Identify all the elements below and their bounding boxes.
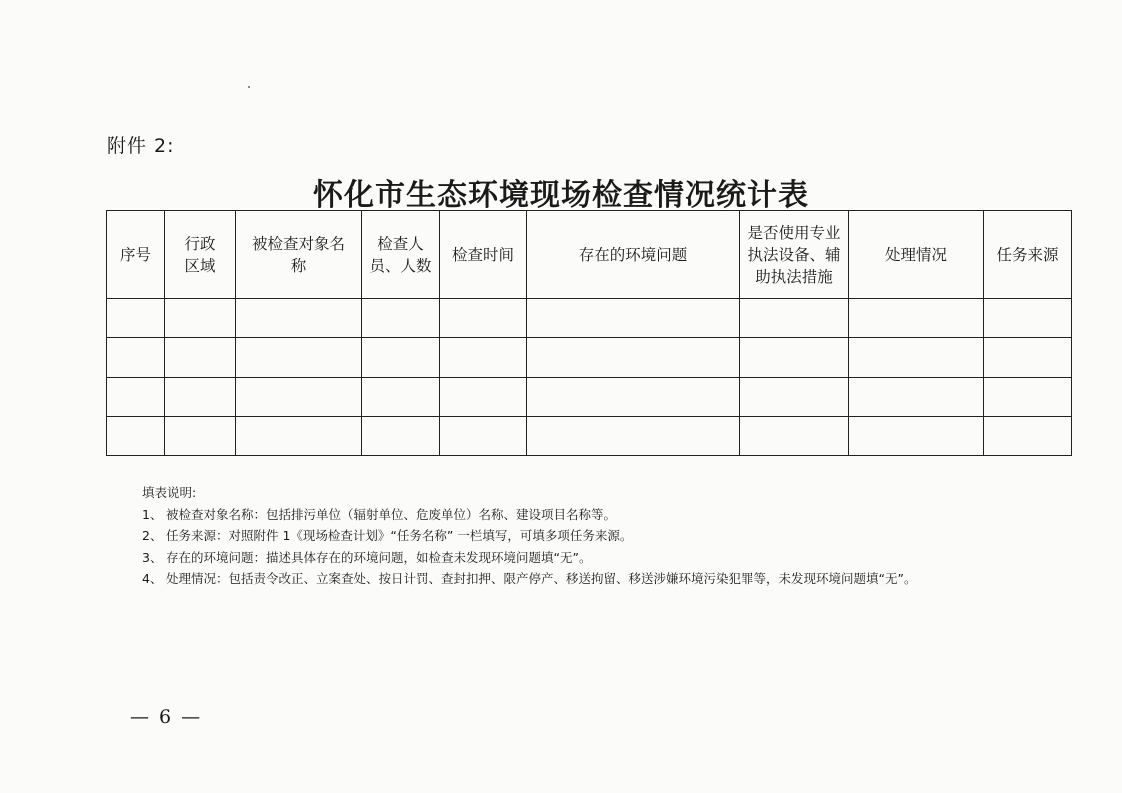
table-cell — [236, 338, 362, 377]
table-cell — [165, 338, 236, 377]
note-number: 3、 — [142, 549, 163, 565]
table-cell — [165, 299, 236, 338]
table-cell — [107, 416, 165, 455]
table-header-row — [107, 211, 1072, 299]
table-cell — [107, 299, 165, 338]
table-cell — [527, 338, 740, 377]
note-item — [142, 547, 916, 569]
table-cell — [440, 377, 527, 416]
table-cell — [362, 416, 440, 455]
table-row — [107, 416, 1072, 455]
table-cell — [984, 299, 1072, 338]
table-cell — [849, 338, 984, 377]
note-text: 被检查对象名称：包括排污单位（辐射单位、危废单位）名称、建设项目名称等。 — [166, 506, 617, 522]
table-cell — [236, 299, 362, 338]
note-item — [142, 504, 916, 526]
fill-instructions — [142, 482, 916, 590]
table-cell — [527, 377, 740, 416]
header-equipment-used: 是否使用专业执法设备、辅助执法措施 — [740, 211, 849, 299]
table-cell — [849, 299, 984, 338]
header-inspection-time: 检查时间 — [440, 211, 527, 299]
note-text: 存在的环境问题：描述具体存在的环境问题，如检查未发现环境问题填“无”。 — [166, 549, 592, 565]
table-cell — [440, 338, 527, 377]
page-title: 怀化市生态环境现场检查情况统计表 — [313, 178, 809, 213]
table-row — [107, 377, 1072, 416]
header-handling: 处理情况 — [849, 211, 984, 299]
header-inspectors: 检查人员、人数 — [362, 211, 440, 299]
note-text: 处理情况：包括责令改正、立案查处、按日计罚、查封扣押、限产停产、移送拘留、移送涉嫌环境污染犯罪等，未发现环境问题填“无”。 — [166, 571, 917, 586]
table-cell — [849, 377, 984, 416]
note-number: 1、 — [142, 506, 163, 522]
notes-heading: 填表说明: — [142, 485, 197, 500]
table-cell — [362, 338, 440, 377]
table-cell — [440, 416, 527, 455]
header-serial-number: 序号 — [107, 211, 165, 299]
note-item — [142, 568, 916, 590]
table-cell — [984, 377, 1072, 416]
note-item — [142, 525, 916, 547]
table-cell — [527, 299, 740, 338]
note-number: 2、 — [142, 528, 163, 543]
table-cell — [740, 416, 849, 455]
table-cell — [740, 338, 849, 377]
header-inspected-object: 被检查对象名称 — [236, 211, 362, 299]
table-body — [107, 299, 1072, 456]
statistics-table — [106, 210, 1072, 456]
table-cell — [362, 377, 440, 416]
note-number: 4、 — [142, 571, 163, 586]
table-cell — [740, 377, 849, 416]
table-row — [107, 338, 1072, 377]
note-text: 任务来源：对照附件 1《现场检查计划》“任务名称” 一栏填写，可填多项任务来源。 — [166, 528, 633, 543]
page-number: — 6 — — [130, 706, 203, 728]
table-cell — [165, 377, 236, 416]
table-cell — [107, 377, 165, 416]
table-cell — [740, 299, 849, 338]
table-cell — [165, 416, 236, 455]
header-environmental-issues: 存在的环境问题 — [527, 211, 740, 299]
table-cell — [849, 416, 984, 455]
table-cell — [984, 416, 1072, 455]
table-cell — [236, 377, 362, 416]
table-cell — [984, 338, 1072, 377]
attachment-label: 附件 2: — [107, 135, 175, 157]
table-cell — [440, 299, 527, 338]
table-cell — [107, 338, 165, 377]
header-task-source: 任务来源 — [984, 211, 1072, 299]
header-admin-region: 行政区域 — [165, 211, 236, 299]
scan-speck — [248, 86, 250, 88]
table-cell — [362, 299, 440, 338]
table-cell — [236, 416, 362, 455]
table-cell — [527, 416, 740, 455]
table-row — [107, 299, 1072, 338]
